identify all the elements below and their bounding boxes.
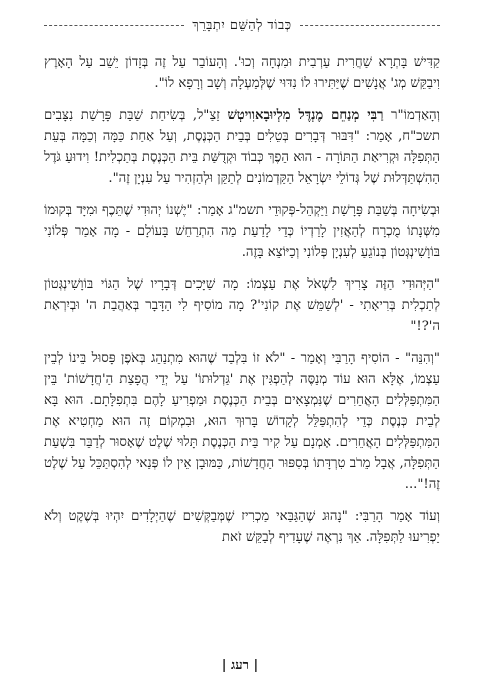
paragraph-3: וּבְשִׂיחָה בְּשַׁבַּת פָּרָשַׁת וַיַּקְהֵל-פְּקוּדֵי תשמ"ג אָמַר: "יֶשְׁנוֹ יְהוּדִי שֶׁתֵּכֶף וּמִיָּד בְּקוּמוֹ מִשְּׁנָתוֹ מֻכְרָח לְהַאֲזִין לָרַדְיוֹ כְּדֵי לָדַעַת מַה הִתְרַחֵשׁ בָּעוֹלָם - מָה אָמַר פְּלוֹנִי בּוֹוָשִׁינְגְּטוֹן בְּנוֹגֵעַ לְעִנְיָן פְּלוֹנִי וְכַיּוֹצֵא בָּזֶה. [44, 203, 440, 260]
header-title: כְּבוֹד לְהַשֵּׁם יִתְבָּרֵךְ [192, 18, 292, 33]
rebbe-name: רַבִּי מְנַחֵם מֶנְדֶּל מִלְיוּבָאוִויטְשׁ [227, 108, 384, 123]
header-rule-left [44, 25, 184, 26]
page-number: | רעג | [221, 658, 259, 673]
paragraph-5: "וְהִנֵּה" - הוֹסִיף הָרַבִּי וְאָמַר - "לֹא זוֹ בִּלְבַד שֶׁהוּא מִתְנַהֵג בְּאֹפֶן פָּסוּל בֵּינוֹ לְבֵין עַצְמוֹ, אֶלָּא הוּא עוֹד מְנַסֶּה לְהַפְגִּין אֶת 'גַּדְלוּתוֹ' עַל יְדֵי הֲפָצַת הַ'חֲדָשׁוֹת' בֵּין הַמִּתְפַּלְּלִים הָאֲחֵרִים שֶׁנִּמְצָאִים בְּבֵית הַכְּנֶסֶת וּמַפְרִיעַ לָהֶם בִּתְפִלָּתָם. הוּא בָּא לְבֵית כְּנֶסֶת כְּדֵי לְהִתְפַּלֵּל לְקָדוֹשׁ בָּרוּךְ הוּא, וּבִמְקוֹם זֶה הוּא מַחְטִיא אֶת הַמִּתְפַּלְּלִים הָאֲחֵרִים. אָמְנָם עַל קִיר בֵּית הַכְּנֶסֶת תָּלוּי שֶׁלֶט שֶׁאָסוּר לְדַבֵּר בִּשְׁעַת הַתְּפִלָּה, אֲבָל מֵרֹב טִרְדָּתוֹ בְּסִפּוּר הַחֲדָשׁוֹת, כַּמּוּבָן אֵין לוֹ פְּנַאי לְהִסְתַּכֵּל עַל שֶׁלֶט זֶה!"... [44, 351, 440, 492]
paragraph-2 [44, 105, 440, 189]
paragraph-4: "הַיְּהוּדִי הַזֶּה צָרִיךְ לִשְׁאֹל אֶת עַצְמוֹ: מָה שַׁיָּכִים דְּבָרָיו שֶׁל הַגּוֹי בּוֹוָשִׁינְגְּטוֹן לְתַכְלִית בְּרִיאָתִי - 'לְשַׁמֵּשׁ אֶת קוֹנִי'? מָה מוֹסִיף לִי הַדָּבָר בְּאַהֲבַת ה' וּבְיִרְאַת ה'?!" [44, 277, 440, 334]
paragraph-2-intro: וְהָאַדְמוֹ"ר [383, 108, 440, 123]
header-rule-right [300, 25, 440, 26]
paragraph-6: וְעוֹד אָמַר הָרַבִּי: "נָהוּג שֶׁהַגַּבַּאי מַכְרִיז שֶׁמְּבַקְּשִׁים שֶׁהַיְלָדִים יִהְיוּ בְּשֶׁקֶט וְלֹא יַפְרִיעוּ לַתְּפִלָּה. אַךְ נִרְאֶה שֶׁעָדִיף לְבַקֵּשׁ זֹאת [44, 509, 440, 545]
running-header [44, 14, 440, 36]
paragraph-1: קַדִּישׁ בָּתְרָא שַׁחֲרִית עַרְבִית וּמִנְחָה וְכוּ'. וְהָעוֹבֵר עַל זֶה בְּזָדוֹן יֵשֵׁב עַל הָאָרֶץ וִיבַקֵּשׁ מְג' אֲנָשִׁים שֶׁיַּתִּירוּ לוֹ נִדּוּי שֶׁלְּמַעְלָה וְשָׁב וְרָפָא לוֹ". [44, 55, 440, 91]
paragraph-2-body: זַצַ"ל, בְּשִׂיחַת שַׁבַּת פָּרָשַׁת נִצָּבִים תשכ"ח, אָמַר: "דִּבּוּר דְּבָרִים בְּטֵלִים בְּבֵית הַכְּנֶסֶת, וְעַל אַחַת כַּמָּה וְכַמָּה בְּעֵת הַתְּפִלָּה וּקְרִיאַת הַתּוֹרָה - הוּא הֵפֶךְ כְּבוֹד וּקְדֻשַּׁת בֵּית הַכְּנֶסֶת בְּתַכְלִית! וִידוּעַ גֹּדֶל הַהִשְׁתַּדְּלוּת שֶׁל גְּדוֹלֵי יִשְׂרָאֵל הַקַּדְמוֹנִים לְתַקֵּן וּלְהַזְהִיר עַל עִנְיָן זֶה". [44, 108, 440, 186]
